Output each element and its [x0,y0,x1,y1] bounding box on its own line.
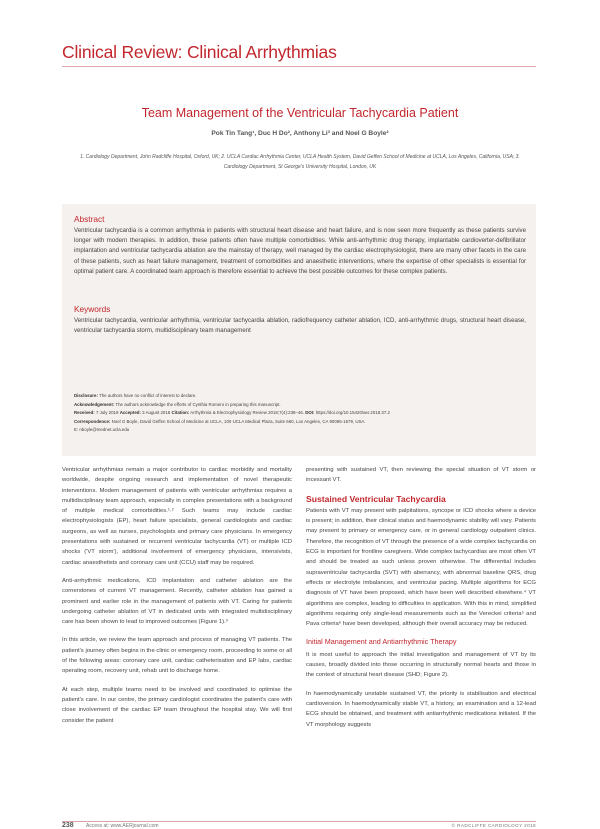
footer-divider [62,821,536,822]
ack-label: Acknowledgement: [74,401,115,407]
body-paragraph: Patients with VT may present with palpitations, syncope or ICD shocks where a device is present; in addition, their clinical status and haemodynamic stability will vary. Patients may present to primary or emergency care, or in general cardiology outpatient clinics. Therefore, the recognition of VT through the presence of a wide complex tachycardia on ECG is important for frontline caregivers. Wide complex tachycardias are most often VT and should be treated as such unless proven otherwise. The differential includes supraventricular tachycardia (SVT) with aberrancy, with abnormal baseline QRS, drug effects or electrolyte imbalances, and ventricular pacing. Multiple algorithms for ECG diagnosis of VT have been proposed, which have been well described elsewhere.⁴ VT algorithms are complex, leading to difficulties in application. With this in mind, simplified algorithms requiring only single-lead measurements such as the Vereckei criteria⁵ and Pava criteria⁶ have been developed, although their overall accuracy may be reduced. [306,507,536,628]
disclosure-label: Disclosure: [74,393,98,398]
abstract-text: Ventricular tachycardia is a common arrhythmia in patients with structural heart disease and heart failure, and is now seen more frequently as these patients survive longer with modern therapies. In addition, these patients often have multiple comorbidities. While anti-arrhythmic drug therapy, implantable cardioverter-defibrillator implantation and ventricular tachycardia ablation are the mainstay of therapy, well managed by the cardiac electrophysiologist, there are many other facets in the care of these patients, such as heart failure management, treatment of comorbidities and anaesthetic interventions, where the expertise of other specialists is essential for optimal patient care. A coordinated team approach is therefore essential to achieve the best possible outcomes for these complex patients. [74,227,526,275]
heading-sustained-vt: Sustained Ventricular Tachycardia [306,493,446,504]
citation-text: Arrhythmia & Electrophysiology Review 2018;7(4):238–46. [190,410,304,416]
article-meta [74,392,526,435]
body-column-left [62,465,292,734]
journal-access-link[interactable]: Access at: www.AERjournal.com [86,823,159,829]
citation-label: Citation: [171,410,190,416]
abstract-box [62,204,536,456]
page-number: 238 [62,822,74,829]
body-paragraph: In haemodynamically unstable sustained VT, the priority is stabilisation and electrical cardioversion. In haemodynamically stable VT, a history, an examination and a 12-lead ECG should be obtained, and treatment with antiarrhythmic medications initiated. If the VT morphology suggests [306,690,536,728]
affiliations: 1. Cardiology Department, John Radcliffe Hospital, Oxford, UK; 2. UCLA Cardiac Arrhythmia Center, UCLA Health System, David Geffen School of Medicine at UCLA, Los Angeles, California, USA; 3. Cardiology Department, St George's University Hospital, London, UK [80,154,520,170]
email-link[interactable]: E: nboyle@mednet.ucla.edu [74,427,130,433]
correspondence-text: Noel G Boyle, David Geffen School of Medicine at UCLA, 100 UCLA Medical Plaza, Suite 660, Los Angeles, CA 90095-1679, USA. [111,418,366,424]
author-list: Pok Tin Tang¹, Duc H Do², Anthony Li³ and Noel G Boyle² [211,130,389,137]
keywords-heading: Keywords [74,304,111,314]
copyright-notice: © RADCLIFFE CARDIOLOGY 2018 [451,823,536,828]
body-paragraph: Ventricular arrhythmias remain a major contributor to cardiac morbidity and mortality worldwide, despite ongoing research and implementation of novel therapeutic interventions. Modern management of patients with ventricular arrhythmias requires a multidisciplinary team approach, especially in complex presentations with a background of multiple medical comorbidities.¹˒² Such teams may include cardiac electrophysiologists (EP), heart failure specialists, general cardiologists and cardiac surgeons, as well as nurses, psychologists and primary care physicians. In emergency presentations with sustained or recurrent ventricular tachycardia (VT) or multiple ICD shocks ('VT storm'), additional involvement of emergency physicians, intensivists, cardiac anaesthetists and coronary care unit (CCU) staff may be required. [62,467,292,566]
body-paragraph: At each step, multiple teams need to be involved and coordinated to optimise the patient's care. In our centre, the primary cardiologist coordinates the patient's care with close involvement of the cardiac EP team throughout the hospital stay. We will first consider the patient [62,686,292,724]
correspondence-label: Correspondence: [74,418,111,424]
heading-initial-management: Initial Management and Antiarrhythmic Therapy [306,637,457,647]
received-label: Received: [74,410,95,416]
header-divider [62,66,536,67]
body-paragraph: Anti-arrhythmic medications, ICD implantation and catheter ablation are the cornerstones of current VT management. Recently, catheter ablation has gained a prominent and earlier role in the management of patients with VT. Caring for patients undergoing catheter ablation of VT in dedicated units with integrated multidisciplinary care has been shown to lead to improved outcomes (Figure 1).³ [62,577,292,626]
body-column-right [306,465,536,738]
article-title: Team Management of the Ventricular Tachycardia Patient [141,106,459,120]
journal-section-title: Clinical Review: Clinical Arrhythmias [62,42,337,62]
body-paragraph: It is most useful to approach the initial investigation and management of VT by its causes, broadly divided into those occurring in structurally normal hearts and those in the context of structural heart disease (SHD; Figure 2). [306,651,536,679]
received-date: 7 July 2018 [95,410,119,416]
accepted-date: 3 August 2018 [142,410,171,416]
accepted-label: Accepted: [119,410,141,416]
ack-text: The authors acknowledge the efforts of Cynthia Romero in preparing this manuscript. [115,401,281,407]
body-paragraph: In this article, we review the team approach and process of managing VT patients. The patient's journey often begins in the clinic or emergency room, proceeding to some or all of the following areas: coronary care unit, cardiac catheterisation and EP labs, cardiac operating room, recovery unit, rehab unit to discharge home. [62,637,292,675]
body-paragraph: presenting with sustained VT, then reviewing the special situation of VT storm or incessant VT. [306,467,536,484]
doi-label: DOI: [305,410,315,416]
doi-link[interactable]: https://doi.org/10.15420/aer.2018.37.2 [315,410,390,416]
disclosure-text: The authors have no conflict of interest to declare. [99,393,197,398]
abstract-heading: Abstract [74,214,105,224]
keywords-text: Ventricular tachycardia, ventricular arrhythmia, ventricular tachycardia ablation, radiofrequency catheter ablation, ICD, anti-arrhythmic drugs, structural heart disease, ventricular tachycardia storm, multidisciplinary team management [74,317,526,335]
